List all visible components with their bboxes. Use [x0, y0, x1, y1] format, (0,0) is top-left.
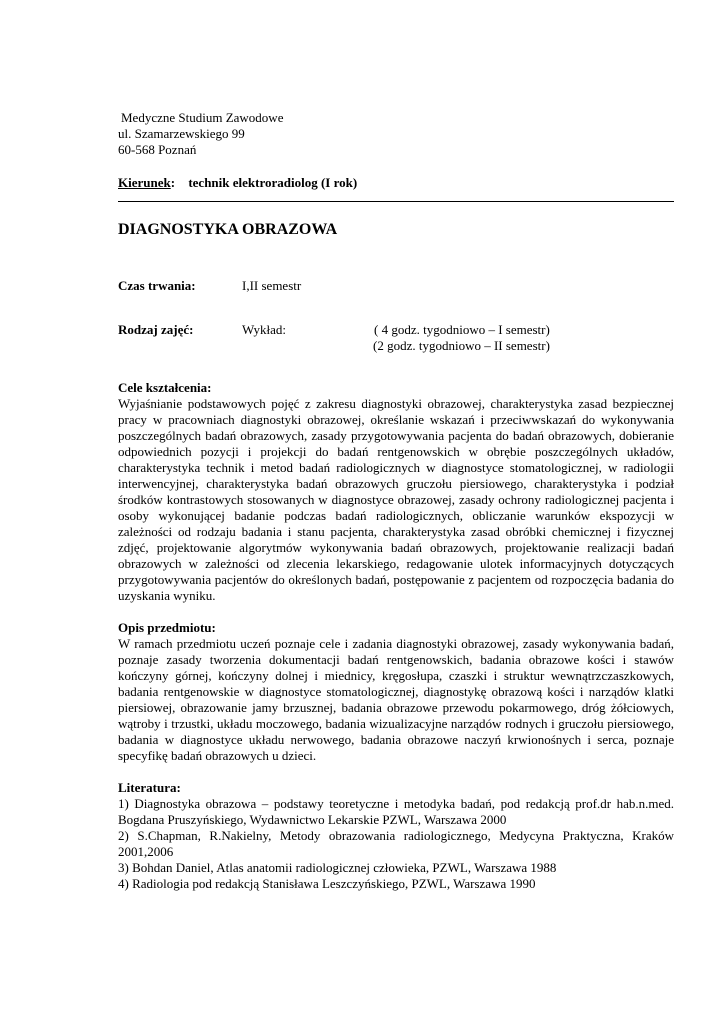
kierunek-line	[118, 175, 674, 191]
paragraph-line: osoby wykonującej badanie podczas badań radiologicznych, obliczanie warunków ekspozycji w	[118, 508, 674, 523]
paragraph-line: uzyskania wyniku.	[118, 588, 216, 603]
paragraph-line: środków kontrastowych stosowanych w diagnostyce obrazowej, zasady ochrony radiologicznej pacjenta i	[118, 492, 674, 507]
paragraph-line: W ramach przedmiotu uczeń poznaje cele i zadania diagnostyki obrazowej, zasady wykonywania badań,	[118, 636, 674, 651]
kierunek-label: Kierunek	[118, 175, 171, 190]
literature-item: 4) Radiologia pod redakcją Stanisława Leszczyńskiego, PZWL, Warszawa 1990	[118, 876, 536, 891]
paragraph-line: zależności od rodzaju badania i stanu pacjenta, charakterystyka zasad obróbki chemicznej i fizycznej	[118, 524, 674, 539]
paragraph-line: piersiowej, obrazowanie jamy brzusznej, badania obrazowe przewodu pokarmowego, dróg żółciowych,	[118, 700, 674, 715]
horizontal-divider	[118, 201, 674, 202]
paragraph-line: wątroby i trzustki, układu moczowego, badania wizualizacyjne narządów rodnych i gruczołu piersiowego,	[118, 716, 674, 731]
paragraph-line: badania rentgenowskie w diagnostyce stomatologicznej, diagnostykę obrazową kości i narządów klatki	[118, 684, 674, 699]
paragraph-line: przygotowywania pacjentów do określonych badań, postępowanie z pacjentem od rozpoczęcia badania do	[118, 572, 674, 587]
literatura-heading: Literatura:	[118, 780, 181, 795]
address-line-city: 60-568 Poznań	[118, 142, 197, 157]
cele-heading: Cele kształcenia:	[118, 380, 212, 395]
paragraph-line: interwencyjnej, charakterystyka badań obrazowych gruczołu piersiowego, charakterystyka i podział	[118, 476, 674, 491]
address-block	[118, 110, 674, 158]
rodzaj-row-2	[118, 338, 674, 354]
paragraph-line: zdjęć, projektowanie algorytmów wykonywania badań obrazowych, projektowanie realizacji badań	[118, 540, 674, 555]
cele-paragraph	[118, 396, 674, 604]
paragraph-line: pracy w pracowniach diagnostyki obrazowej, określanie wskazań i przeciwwskazań do wykonywania	[118, 412, 674, 427]
literature-item: 2) S.Chapman, R.Nakielny, Metody obrazowania radiologicznego, Medycyna Praktyczna, Kraków	[118, 828, 674, 843]
czas-label: Czas trwania:	[118, 278, 196, 293]
literatura-list	[118, 796, 674, 892]
czas-value: I,II semestr	[242, 278, 302, 293]
rodzaj-row	[118, 322, 674, 338]
literature-item: Bogdana Pruszyńskiego, Wydawnictwo Lekarskie PZWL, Warszawa 2000	[118, 812, 507, 827]
paragraph-line: poznaje zasady tworzenia dokumentacji badań rentgenowskich, badania obrazowe kości i stawów	[118, 652, 674, 667]
document-page	[118, 110, 674, 892]
paragraph-line: specyfikę badań obrazowych u dzieci.	[118, 748, 317, 763]
rodzaj-hours-2: (2 godz. tygodniowo – II semestr)	[373, 338, 550, 353]
cele-section	[118, 380, 674, 604]
rodzaj-hours-1: ( 4 godz. tygodniowo – I semestr)	[374, 322, 550, 337]
rodzaj-label: Rodzaj zajęć:	[118, 322, 194, 337]
paragraph-line: charakterystyka technik i metod badań radiologicznych w diagnostyce stomatologicznej, w radiologii	[118, 460, 674, 475]
paragraph-line: odpowiednich pozycji i projekcji do badań rentgenowskich w obrębie poszczególnych układów,	[118, 444, 674, 459]
paragraph-line: obrazowych w zależności od zlecenia lekarskiego, redagowanie ulotek informacyjnych dotyczących	[118, 556, 674, 571]
czas-row	[118, 278, 674, 294]
paragraph-line: kończyny górnej, kończyny dolnej i miednicy, kręgosłupa, czaszki i struktur wewnątrzczaszkowych,	[118, 668, 674, 683]
kierunek-value: technik elektroradiolog (I rok)	[188, 175, 358, 190]
kierunek-colon: :	[170, 175, 176, 190]
opis-heading: Opis przedmiotu:	[118, 620, 216, 635]
literatura-section	[118, 780, 674, 892]
opis-paragraph	[118, 636, 674, 764]
paragraph-line: poszczególnych badań obrazowych, zasady przygotowywania pacjenta do badań obrazowych, dobieranie	[118, 428, 674, 443]
literature-item: 2001,2006	[118, 844, 174, 859]
page-title: DIAGNOSTYKA OBRAZOWA	[118, 221, 338, 238]
literature-item: 3) Bohdan Daniel, Atlas anatomii radiologicznej człowieka, PZWL, Warszawa 1988	[118, 860, 557, 875]
literature-item: 1) Diagnostyka obrazowa – podstawy teoretyczne i metodyka badań, pod redakcją prof.dr hab.n.med.	[118, 796, 674, 811]
address-line-street: ul. Szamarzewskiego 99	[118, 126, 245, 141]
paragraph-line: Wyjaśnianie podstawowych pojęć z zakresu diagnostyki obrazowej, charakterystyka zasad bezpiecznej	[118, 396, 674, 411]
address-line-school: Medyczne Studium Zawodowe	[121, 110, 284, 125]
paragraph-line: badania w diagnostyce układu nerwowego, badania obrazowe naczyń krwionośnych i serca, poznaje	[118, 732, 674, 747]
opis-section	[118, 620, 674, 764]
rodzaj-type: Wykład:	[242, 322, 286, 337]
